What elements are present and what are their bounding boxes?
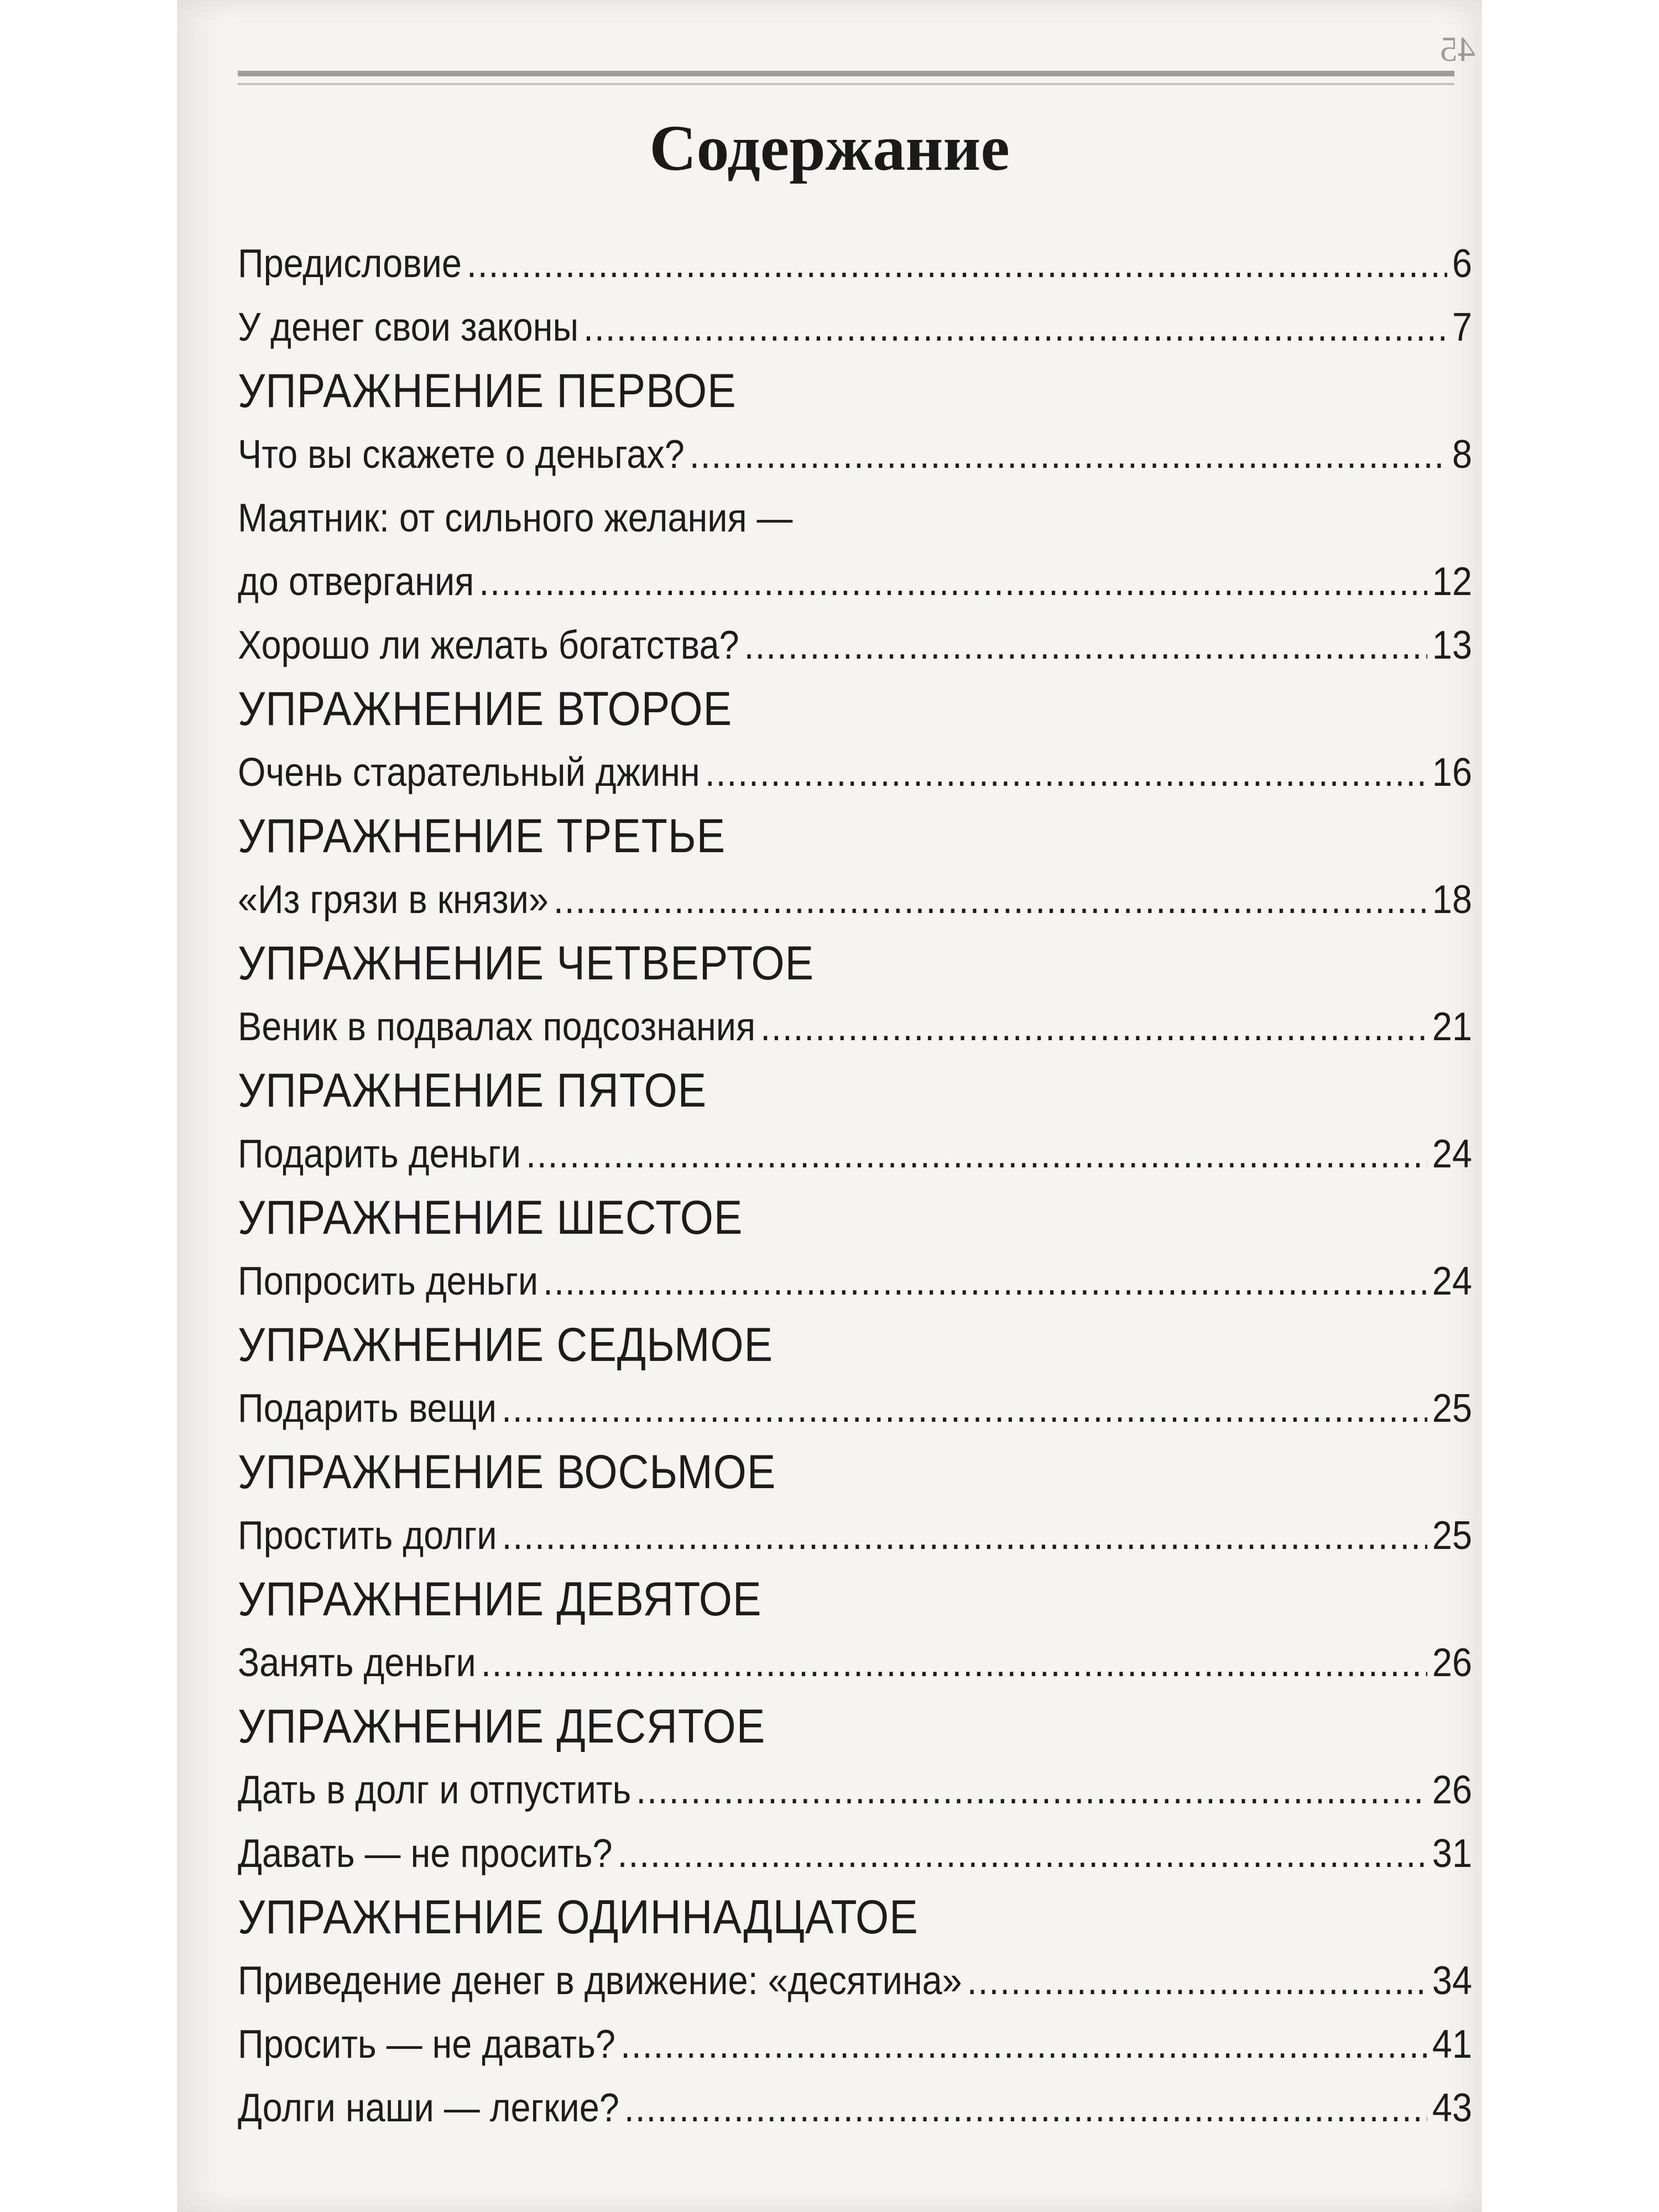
toc-entry-title: УПРАЖНЕНИЕ ПЕРВОЕ [238,364,737,418]
toc-entry [238,1123,1472,1186]
toc-page-number: 12 [1432,560,1472,604]
toc-page-number: 26 [1432,1768,1472,1812]
toc-section-heading [238,805,1472,868]
toc-entry-title: Занять деньги [238,1641,476,1685]
toc-page-number: 16 [1432,750,1472,795]
toc-leader-dots [554,868,1427,932]
toc-leader-dots [543,1250,1427,1313]
toc-leader-dots [760,995,1427,1059]
toc-entry-title: до отвергания [238,560,474,604]
toc-entry-title: УПРАЖНЕНИЕ ОДИННАДЦАТОЕ [238,1891,919,1944]
toc-page-number: 34 [1432,1959,1472,2003]
toc-page-number: 24 [1432,1132,1472,1176]
toc-page-number: 25 [1432,1386,1472,1431]
toc-leader-dots [690,423,1447,487]
toc-entry [238,995,1472,1059]
toc-entry-title: УПРАЖНЕНИЕ ВОСЬМОЕ [238,1446,776,1499]
toc-entry [238,2013,1472,2077]
header-rule [238,71,1454,76]
toc-leader-dots [967,1949,1427,2013]
toc-entry [238,1631,1472,1695]
toc-section-heading [238,1695,1472,1759]
toc-leader-dots [620,2013,1427,2077]
toc-leader-dots [624,2077,1427,2140]
toc-page-number: 43 [1432,2086,1472,2130]
toc-entry [238,614,1472,677]
page-title: Содержание [649,112,1010,184]
toc-leader-dots [502,1377,1427,1441]
table-of-contents [238,232,1472,2140]
toc-page-number: 18 [1432,878,1472,922]
toc-entry-title: УПРАЖНЕНИЕ ЧЕТВЕРТОЕ [238,937,815,990]
toc-entry-title: Долги наши — легкие? [238,2086,619,2130]
toc-entry [238,1377,1472,1441]
toc-section-heading [238,932,1472,995]
toc-entry [238,1504,1472,1568]
toc-entry-title: УПРАЖНЕНИЕ ДЕВЯТОЕ [238,1573,762,1626]
toc-page-number: 31 [1432,1832,1472,1876]
toc-entry-title: Веник в подвалах подсознания [238,1005,756,1049]
toc-section-heading [238,1441,1472,1504]
toc-entry-title: Что вы скажете о деньгах? [238,432,685,477]
toc-page-number: 6 [1452,242,1472,286]
toc-entry-title: Дать в долг и отпустить [238,1768,632,1812]
toc-leader-dots [636,1759,1427,1822]
toc-section-heading [238,1313,1472,1377]
toc-entry [238,1949,1472,2013]
toc-page-number: 25 [1432,1514,1472,1558]
toc-entry-title: УПРАЖНЕНИЕ ПЯТОЕ [238,1064,707,1117]
toc-leader-dots [705,741,1427,805]
toc-entry-title: Хорошо ли желать богатства? [238,623,739,667]
toc-entry [238,550,1472,614]
toc-entry [238,232,1472,296]
toc-entry-title: УПРАЖНЕНИЕ СЕДЬМОЕ [238,1318,774,1371]
toc-entry [238,2077,1472,2140]
toc-section-heading [238,1886,1472,1949]
toc-entry [238,741,1472,805]
toc-page-number: 26 [1432,1641,1472,1685]
toc-section-heading [238,359,1472,423]
toc-leader-dots [526,1123,1427,1186]
toc-leader-dots [479,550,1427,614]
toc-leader-dots [502,1504,1427,1568]
toc-entry-title: Попросить деньги [238,1259,539,1303]
toc-page-number: 13 [1432,623,1472,667]
toc-page-number: 24 [1432,1259,1472,1303]
toc-leader-dots [481,1631,1427,1695]
toc-entry-title: Предисловие [238,242,462,286]
toc-entry-title: Подарить деньги [238,1132,521,1176]
toc-leader-dots [583,296,1447,359]
toc-page-number: 21 [1432,1005,1472,1049]
toc-entry-title: УПРАЖНЕНИЕ ТРЕТЬЕ [238,810,726,863]
toc-entry-title: Маятник: от сильного желания — [238,496,793,540]
toc-entry [238,868,1472,932]
toc-section-heading [238,1568,1472,1631]
toc-section-heading [238,677,1472,741]
toc-entry-title: Простить долги [238,1514,497,1558]
toc-entry [238,487,1472,550]
toc-page-number: 41 [1432,2022,1472,2067]
toc-leader-dots [618,1822,1427,1886]
toc-entry-title: Подарить вещи [238,1386,497,1431]
toc-entry-title: Очень старательный джинн [238,750,700,795]
toc-entry [238,1759,1472,1822]
toc-entry-title: УПРАЖНЕНИЕ ДЕСЯТОЕ [238,1700,766,1753]
toc-page-number: 8 [1452,432,1472,477]
toc-entry-title: У денег свои законы [238,305,579,349]
toc-entry-title: Просить — не давать? [238,2022,615,2067]
toc-leader-dots [467,232,1447,296]
toc-section-heading [238,1186,1472,1250]
toc-entry-title: Приведение денег в движение: «десятина» [238,1959,962,2003]
header-rule-thin [238,83,1454,85]
bleed-through-page-number: 45 [1440,29,1475,69]
toc-entry-title: Давать — не просить? [238,1832,613,1876]
toc-entry-title: УПРАЖНЕНИЕ ШЕСТОЕ [238,1191,743,1244]
toc-entry-title: УПРАЖНЕНИЕ ВТОРОЕ [238,682,733,735]
toc-section-heading [238,1059,1472,1123]
toc-leader-dots [744,614,1427,677]
book-page [177,0,1482,2212]
toc-entry-title: «Из грязи в князи» [238,878,549,922]
toc-entry [238,1822,1472,1886]
toc-entry [238,296,1472,359]
toc-entry [238,423,1472,487]
toc-entry [238,1250,1472,1313]
toc-page-number: 7 [1452,305,1472,349]
